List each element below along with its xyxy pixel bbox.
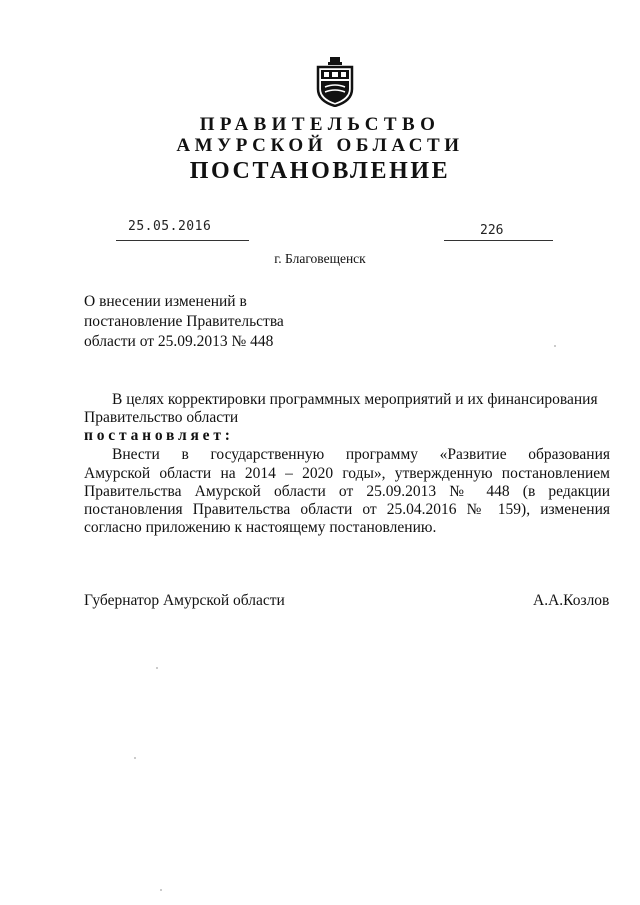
document-number: 226 [480, 223, 504, 238]
document-type: ПОСТАНОВЛЕНИЕ [189, 158, 451, 184]
number-underline [444, 240, 553, 241]
scan-speck [160, 889, 162, 891]
signatory-name: А.А.Козлов [533, 592, 610, 609]
body-line: Внести в государственную программу «Развитие образования [112, 446, 610, 463]
subject-block [84, 292, 284, 352]
scan-speck [554, 345, 556, 347]
subject-line: постановление Правительства [84, 313, 284, 330]
body-line: постановления Правительства области от 25.04.2016 № 159), изменения [84, 501, 610, 518]
body-line: Амурской области на 2014 – 2020 годы», утвержденную постановлением [84, 465, 610, 482]
coat-of-arms-icon [316, 57, 354, 107]
header-region: АМУРСКОЙ ОБЛАСТИ [176, 135, 464, 156]
decree-word: постановляет: [84, 427, 234, 444]
header-government: ПРАВИТЕЛЬСТВО [199, 114, 441, 135]
intro-line: В целях корректировки программных мероприятий и их финансирования [112, 391, 598, 408]
city: г. Благовещенск [274, 251, 366, 266]
intro-line: Правительство области [84, 409, 239, 426]
date-underline [116, 240, 249, 241]
scan-speck [156, 667, 158, 669]
document-date: 25.05.2016 [128, 219, 212, 234]
scan-speck [134, 757, 136, 759]
signatory-position: Губернатор Амурской области [84, 592, 285, 609]
subject-line: О внесении изменений в [84, 293, 247, 310]
subject-line: области от 25.09.2013 № 448 [84, 333, 274, 350]
body-line: согласно приложению к настоящему постановлению. [84, 519, 437, 536]
body-line: Правительства Амурской области от 25.09.2013 № 448 (в редакции [84, 483, 610, 500]
